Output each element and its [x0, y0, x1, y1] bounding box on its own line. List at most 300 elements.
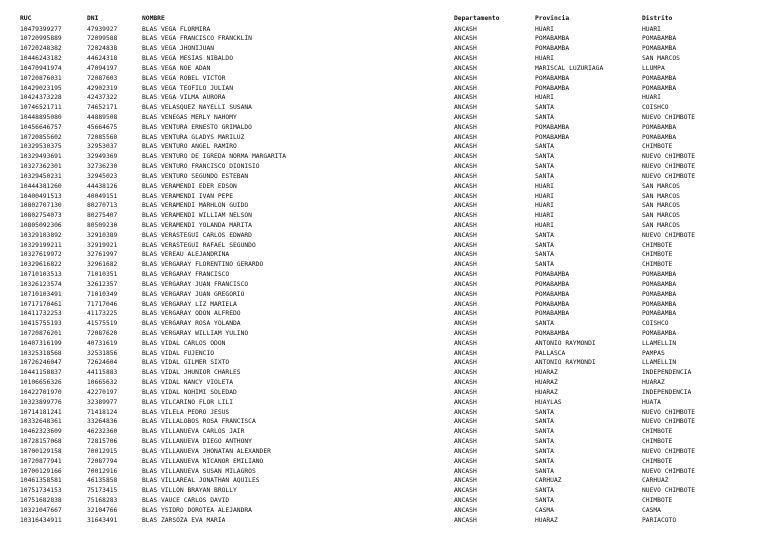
cell-provincia: SANTA: [535, 153, 554, 161]
cell-nombre: BLAS VERGARAY ODON ALFREDO: [142, 310, 241, 318]
cell-distrito: POMABAMBA: [642, 300, 677, 308]
cell-provincia: SANTA: [535, 261, 554, 269]
cell-nombre: BLAS VENTURO ANGEL RAMIRO: [142, 143, 237, 151]
cell-distrito: HUATA: [642, 398, 661, 406]
cell-nombre: BLAS VEREAU ALEJANDRINA: [142, 251, 230, 259]
cell-dni: 71010349: [87, 290, 118, 298]
cell-dni: 70012915: [87, 447, 118, 455]
header-departamento: Departamento: [454, 15, 500, 22]
cell-nombre: BLAS VEGA NOE ADAN: [142, 64, 211, 72]
cell-ruc: 10329199211: [20, 241, 62, 249]
cell-distrito: NUEVO CHIMBOTE: [642, 418, 696, 426]
table-row: [0, 192, 768, 202]
cell-dni: 32389977: [87, 398, 118, 406]
cell-distrito: NUEVO CHIMBOTE: [642, 487, 696, 495]
cell-departamento: ANCASH: [454, 487, 477, 495]
table-row: [0, 417, 768, 427]
table-row: [0, 476, 768, 486]
cell-distrito: NUEVO CHIMBOTE: [642, 153, 696, 161]
cell-nombre: BLAS VELASQUEZ NAYELLI SUSANA: [142, 104, 252, 112]
table-row: [0, 221, 768, 231]
cell-departamento: ANCASH: [454, 64, 477, 72]
cell-ruc: 10802707130: [20, 202, 62, 210]
cell-distrito: CASMA: [642, 506, 661, 514]
cell-departamento: ANCASH: [454, 339, 477, 347]
table-row: [0, 339, 768, 349]
cell-dni: 40731619: [87, 339, 118, 347]
cell-dni: 41575519: [87, 320, 118, 328]
cell-nombre: BLAS VENTURA GLADYS MARILUZ: [142, 133, 245, 141]
cell-dni: 44115883: [87, 369, 118, 377]
cell-dni: 72815706: [87, 438, 118, 446]
cell-nombre: BLAS VERGARAY JUAN GREGORIO: [142, 290, 245, 298]
cell-provincia: HUARAZ: [535, 369, 558, 377]
cell-provincia: MARISCAL LUZURIAGA: [535, 64, 604, 72]
cell-distrito: POMABAMBA: [642, 35, 677, 43]
table-row: [0, 457, 768, 467]
cell-dni: 32949369: [87, 153, 118, 161]
table-row: [0, 496, 768, 506]
cell-distrito: CHIMBOTE: [642, 428, 673, 436]
cell-distrito: NUEVO CHIMBOTE: [642, 231, 696, 239]
table-row: [0, 201, 768, 211]
cell-ruc: 10441158837: [20, 369, 62, 377]
table-row: [0, 447, 768, 457]
cell-ruc: 10329103892: [20, 231, 62, 239]
cell-nombre: BLAS VERGARAY LIZ MARIELA: [142, 300, 237, 308]
table-row: [0, 260, 768, 270]
cell-departamento: ANCASH: [454, 55, 477, 63]
cell-nombre: BLAS VERGARAY ROSA YOLANDA: [142, 320, 241, 328]
cell-dni: 72087603: [87, 74, 118, 82]
cell-distrito: POMABAMBA: [642, 290, 677, 298]
cell-ruc: 10700129158: [20, 447, 62, 455]
cell-distrito: NUEVO CHIMBOTE: [642, 467, 696, 475]
cell-distrito: SAN MARCOS: [642, 192, 680, 200]
cell-departamento: ANCASH: [454, 172, 477, 180]
cell-provincia: SANTA: [535, 408, 554, 416]
cell-ruc: 10325318568: [20, 349, 62, 357]
cell-ruc: 10329530375: [20, 143, 62, 151]
cell-provincia: POMABAMBA: [535, 123, 570, 131]
cell-ruc: 10411732253: [20, 310, 62, 318]
cell-provincia: POMABAMBA: [535, 35, 570, 43]
cell-ruc: 10316434911: [20, 516, 62, 524]
cell-departamento: ANCASH: [454, 271, 477, 279]
cell-distrito: PARIACOTO: [642, 516, 677, 524]
cell-departamento: ANCASH: [454, 300, 477, 308]
cell-ruc: 10329450231: [20, 172, 62, 180]
cell-provincia: SANTA: [535, 113, 554, 121]
cell-provincia: HUARAZ: [535, 388, 558, 396]
table-row: [0, 378, 768, 388]
cell-departamento: ANCASH: [454, 398, 477, 406]
cell-nombre: BLAS VIDAL GILMER SIXTO: [142, 359, 230, 367]
cell-ruc: 10700129166: [20, 467, 62, 475]
cell-nombre: BLAS VILLON BRAYAN BROLLY: [142, 487, 237, 495]
cell-provincia: SANTA: [535, 418, 554, 426]
cell-dni: 32945023: [87, 172, 118, 180]
cell-nombre: BLAS VENTURO FRANCISCO DIONISIO: [142, 163, 260, 171]
cell-distrito: NUEVO CHIMBOTE: [642, 163, 696, 171]
cell-provincia: SANTA: [535, 163, 554, 171]
table-row: [0, 152, 768, 162]
cell-nombre: BLAS VEGA FRANCISCO FRANCKLIN: [142, 35, 252, 43]
table-row: [0, 241, 768, 251]
cell-departamento: ANCASH: [454, 251, 477, 259]
cell-departamento: ANCASH: [454, 359, 477, 367]
cell-dni: 75173415: [87, 487, 118, 495]
cell-provincia: HUARI: [535, 202, 554, 210]
cell-ruc: 10710103513: [20, 271, 62, 279]
cell-provincia: SANTA: [535, 496, 554, 504]
cell-ruc: 10448895080: [20, 113, 62, 121]
cell-distrito: NUEVO CHIMBOTE: [642, 172, 696, 180]
table-row: [0, 319, 768, 329]
cell-departamento: ANCASH: [454, 320, 477, 328]
cell-departamento: ANCASH: [454, 212, 477, 220]
cell-provincia: HUARI: [535, 212, 554, 220]
header-nombre: NOMBRE: [142, 15, 165, 22]
cell-departamento: ANCASH: [454, 163, 477, 171]
header-dni: DNI: [87, 15, 99, 22]
cell-ruc: 10720876031: [20, 74, 62, 82]
cell-departamento: ANCASH: [454, 222, 477, 229]
cell-ruc: 10400491513: [20, 192, 62, 200]
cell-distrito: SAN MARCOS: [642, 55, 680, 63]
cell-nombre: BLAS VILLANUEVA SUSAN MILAGROS: [142, 467, 256, 475]
cell-provincia: SANTA: [535, 428, 554, 436]
cell-distrito: LLUMPA: [642, 64, 665, 72]
cell-nombre: BLAS VEGA MESIAS NIBALDO: [142, 55, 233, 63]
cell-departamento: ANCASH: [454, 84, 477, 92]
cell-dni: 32531856: [87, 349, 118, 357]
cell-dni: 72024838: [87, 45, 118, 53]
header-ruc: RUC: [20, 15, 32, 22]
cell-nombre: BLAS VERGARAY JUAN FRANCISCO: [142, 280, 249, 288]
cell-provincia: SANTA: [535, 172, 554, 180]
cell-provincia: POMABAMBA: [535, 84, 570, 92]
cell-provincia: SANTA: [535, 457, 554, 465]
cell-dni: 80509230: [87, 222, 118, 229]
cell-distrito: NUEVO CHIMBOTE: [642, 113, 696, 121]
cell-departamento: ANCASH: [454, 45, 477, 53]
cell-ruc: 10444381260: [20, 182, 62, 190]
cell-nombre: BLAS VEGA ROBEL VICTOR: [142, 74, 226, 82]
cell-provincia: HUARAZ: [535, 379, 558, 387]
cell-nombre: BLAS VENEGAS MERLY NAHOMY: [142, 113, 237, 121]
cell-nombre: BLAS VILLANUEVA CARLOS JAIR: [142, 428, 245, 436]
cell-provincia: HUARAZ: [535, 516, 558, 524]
cell-distrito: CHIMBOTE: [642, 241, 673, 249]
cell-nombre: BLAS VERASTEGUI RAFAEL SEGUNDO: [142, 241, 256, 249]
cell-nombre: BLAS VERGARAY FRANCISCO: [142, 271, 230, 279]
cell-nombre: BLAS VERASTEGUI CARLOS EDWARD: [142, 231, 252, 239]
cell-ruc: 10726246047: [20, 359, 62, 367]
cell-ruc: 10714181241: [20, 408, 62, 416]
cell-departamento: ANCASH: [454, 349, 477, 357]
table-row: [0, 133, 768, 143]
table-row: [0, 182, 768, 192]
cell-distrito: CHIMBOTE: [642, 457, 673, 465]
cell-ruc: 10751734153: [20, 487, 62, 495]
cell-departamento: ANCASH: [454, 133, 477, 141]
cell-provincia: ANTONIO RAYMONDI: [535, 359, 596, 367]
cell-distrito: CHIMBOTE: [642, 261, 673, 269]
cell-dni: 70012916: [87, 467, 118, 475]
cell-nombre: BLAS VENTURA ERNESTO GRIMALDO: [142, 123, 252, 131]
table-row: [0, 123, 768, 133]
cell-dni: 47939927: [87, 25, 118, 33]
cell-nombre: BLAS VIDAL FUJENCIO: [142, 349, 215, 357]
cell-ruc: 10321047667: [20, 506, 62, 514]
cell-ruc: 10462323609: [20, 428, 62, 436]
cell-dni: 72087620: [87, 330, 118, 338]
cell-departamento: ANCASH: [454, 182, 477, 190]
table-row: [0, 64, 768, 74]
cell-ruc: 10751682838: [20, 496, 62, 504]
cell-departamento: ANCASH: [454, 74, 477, 82]
table-row: [0, 84, 768, 94]
cell-distrito: POMABAMBA: [642, 330, 677, 338]
cell-ruc: 10479399277: [20, 25, 62, 33]
cell-provincia: SANTA: [535, 251, 554, 259]
cell-ruc: 10456646757: [20, 123, 62, 131]
cell-departamento: ANCASH: [454, 35, 477, 43]
cell-nombre: BLAS VILLAREAL JONATHAN AQUILES: [142, 477, 260, 485]
cell-distrito: POMABAMBA: [642, 133, 677, 141]
cell-dni: 80275407: [87, 212, 118, 220]
cell-distrito: POMABAMBA: [642, 271, 677, 279]
cell-provincia: HUAYLAS: [535, 398, 562, 406]
table-row: [0, 437, 768, 447]
cell-distrito: CHIMBOTE: [642, 251, 673, 259]
cell-dni: 45664675: [87, 123, 118, 131]
table-row: [0, 300, 768, 310]
cell-distrito: HUARAZ: [642, 379, 665, 387]
cell-nombre: BLAS VIDAL JHUNIOR CHARLES: [142, 369, 241, 377]
cell-departamento: ANCASH: [454, 123, 477, 131]
cell-ruc: 10429023195: [20, 84, 62, 92]
cell-provincia: HUARI: [535, 182, 554, 190]
cell-nombre: BLAS VERAMENDI MARHLON GUIDO: [142, 202, 249, 210]
cell-provincia: POMABAMBA: [535, 45, 570, 53]
cell-distrito: COISHCO: [642, 320, 669, 328]
cell-dni: 33264836: [87, 418, 118, 426]
cell-distrito: POMABAMBA: [642, 84, 677, 92]
cell-dni: 32736230: [87, 163, 118, 171]
cell-dni: 10665632: [87, 379, 118, 387]
cell-nombre: BLAS VERGARAY WILLIAM YULINO: [142, 330, 249, 338]
cell-dni: 44438126: [87, 182, 118, 190]
table-row: [0, 349, 768, 359]
cell-dni: 72085560: [87, 133, 118, 141]
table-row: [0, 93, 768, 103]
table-row: [0, 113, 768, 123]
cell-distrito: INDEPENDENCIA: [642, 369, 692, 377]
header-distrito: Distrito: [642, 15, 673, 22]
cell-departamento: ANCASH: [454, 113, 477, 121]
cell-departamento: ANCASH: [454, 261, 477, 269]
cell-nombre: BLAS VAUCE CARLOS DAVID: [142, 496, 230, 504]
cell-dni: 32104766: [87, 506, 118, 514]
cell-dni: 42270197: [87, 388, 118, 396]
table-row: [0, 309, 768, 319]
cell-departamento: ANCASH: [454, 290, 477, 298]
table-row: [0, 358, 768, 368]
cell-departamento: ANCASH: [454, 418, 477, 426]
table-row: [0, 368, 768, 378]
cell-distrito: NUEVO CHIMBOTE: [642, 408, 696, 416]
cell-departamento: ANCASH: [454, 408, 477, 416]
cell-dni: 71010351: [87, 271, 118, 279]
cell-nombre: BLAS VIDAL NANCY VIOLETA: [142, 379, 233, 387]
cell-ruc: 10746521711: [20, 104, 62, 112]
table-row: [0, 103, 768, 113]
cell-nombre: BLAS VENTURO DE IGREDA NORMA MARGARITA: [142, 153, 287, 161]
table-row: [0, 467, 768, 477]
cell-nombre: BLAS VEGA JHONIJUAN: [142, 45, 215, 53]
cell-provincia: SANTA: [535, 104, 554, 112]
cell-nombre: BLAS VERAMENDI IVAN PEPE: [142, 192, 233, 200]
table-row: [0, 329, 768, 339]
cell-nombre: BLAS VEGA FLORMIRA: [142, 25, 211, 33]
cell-departamento: ANCASH: [454, 310, 477, 318]
cell-provincia: SANTA: [535, 143, 554, 151]
cell-ruc: 10327619972: [20, 251, 62, 259]
table-row: [0, 211, 768, 221]
table-row: [0, 25, 768, 35]
cell-ruc: 10327362301: [20, 163, 62, 171]
cell-provincia: POMABAMBA: [535, 290, 570, 298]
cell-provincia: SANTA: [535, 438, 554, 446]
cell-departamento: ANCASH: [454, 202, 477, 210]
cell-departamento: ANCASH: [454, 192, 477, 200]
cell-dni: 46232360: [87, 428, 118, 436]
cell-provincia: ANTONIO RAYMONDI: [535, 339, 596, 347]
cell-distrito: POMABAMBA: [642, 74, 677, 82]
table-row: [0, 250, 768, 260]
cell-nombre: BLAS VIDAL CARLOS ODON: [142, 339, 226, 347]
cell-nombre: BLAS VILLALOBOS ROSA FRANCISCA: [142, 418, 256, 426]
cell-nombre: BLAS VEGA VILMA AURORA: [142, 94, 226, 102]
cell-dni: 72087794: [87, 457, 118, 465]
cell-distrito: PAMPAS: [642, 349, 665, 357]
cell-departamento: ANCASH: [454, 379, 477, 387]
cell-distrito: POMABAMBA: [642, 310, 677, 318]
cell-provincia: CASMA: [535, 506, 554, 514]
table-row: [0, 388, 768, 398]
cell-departamento: ANCASH: [454, 388, 477, 396]
cell-provincia: SANTA: [535, 320, 554, 328]
cell-ruc: 10720995889: [20, 35, 62, 43]
cell-provincia: HUARI: [535, 25, 554, 33]
cell-nombre: BLAS VERAMENDI WILLIAM NELSON: [142, 212, 252, 220]
cell-distrito: SAN MARCOS: [642, 222, 680, 229]
cell-departamento: ANCASH: [454, 447, 477, 455]
table-row: [0, 44, 768, 54]
cell-dni: 71717046: [87, 300, 118, 308]
table-row: [0, 506, 768, 516]
cell-departamento: ANCASH: [454, 438, 477, 446]
cell-dni: 44889508: [87, 113, 118, 121]
cell-provincia: POMABAMBA: [535, 271, 570, 279]
cell-departamento: ANCASH: [454, 477, 477, 485]
cell-departamento: ANCASH: [454, 231, 477, 239]
cell-departamento: ANCASH: [454, 143, 477, 151]
cell-nombre: BLAS VERGARAY FLORENTINO GERARDO: [142, 261, 264, 269]
cell-provincia: POMABAMBA: [535, 133, 570, 141]
cell-provincia: HUARI: [535, 94, 554, 102]
table-row: [0, 516, 768, 526]
cell-dni: 32612357: [87, 280, 118, 288]
cell-departamento: ANCASH: [454, 330, 477, 338]
table-row: [0, 486, 768, 496]
cell-nombre: BLAS VIDAL NOHIMI SOLEDAD: [142, 388, 237, 396]
table-row: [0, 427, 768, 437]
cell-departamento: ANCASH: [454, 94, 477, 102]
cell-nombre: BLAS VILCARINO FLOR LILI: [142, 398, 233, 406]
cell-distrito: LLAMELLIN: [642, 359, 677, 367]
cell-ruc: 10329493691: [20, 153, 62, 161]
cell-distrito: HUARI: [642, 25, 661, 33]
cell-departamento: ANCASH: [454, 516, 477, 524]
cell-ruc: 10717170461: [20, 300, 62, 308]
cell-ruc: 10710103491: [20, 290, 62, 298]
cell-provincia: CARHUAZ: [535, 477, 562, 485]
table-row: [0, 280, 768, 290]
cell-provincia: POMABAMBA: [535, 74, 570, 82]
cell-distrito: CHIMBOTE: [642, 438, 673, 446]
cell-departamento: ANCASH: [454, 104, 477, 112]
cell-departamento: ANCASH: [454, 153, 477, 161]
cell-dni: 32919921: [87, 241, 118, 249]
cell-nombre: BLAS VEGA TEOFILO JULIAN: [142, 84, 233, 92]
cell-dni: 72099588: [87, 35, 118, 43]
cell-distrito: HUARI: [642, 94, 661, 102]
cell-provincia: SANTA: [535, 487, 554, 495]
cell-provincia: HUARI: [535, 55, 554, 63]
cell-nombre: BLAS VILELA PEDRO JESUS: [142, 408, 230, 416]
cell-dni: 42437322: [87, 94, 118, 102]
header-provincia: Provincia: [535, 15, 570, 22]
cell-ruc: 10323899776: [20, 398, 62, 406]
cell-provincia: POMABAMBA: [535, 300, 570, 308]
table-row: [0, 54, 768, 64]
cell-provincia: SANTA: [535, 231, 554, 239]
cell-dni: 72624604: [87, 359, 118, 367]
cell-departamento: ANCASH: [454, 506, 477, 514]
header-row: [0, 14, 768, 24]
cell-dni: 44624318: [87, 55, 118, 63]
cell-provincia: POMABAMBA: [535, 280, 570, 288]
table-row: [0, 408, 768, 418]
cell-distrito: POMABAMBA: [642, 280, 677, 288]
cell-provincia: POMABAMBA: [535, 310, 570, 318]
cell-dni: 32761997: [87, 251, 118, 259]
cell-provincia: HUARI: [535, 192, 554, 200]
cell-distrito: LLAMELLIN: [642, 339, 677, 347]
cell-dni: 40049151: [87, 192, 118, 200]
cell-provincia: HUARI: [535, 222, 554, 229]
table-row: [0, 142, 768, 152]
cell-departamento: ANCASH: [454, 369, 477, 377]
cell-distrito: NUEVO CHIMBOTE: [642, 447, 696, 455]
cell-ruc: 10422701970: [20, 388, 62, 396]
cell-ruc: 10415755193: [20, 320, 62, 328]
cell-dni: 46135858: [87, 477, 118, 485]
cell-departamento: ANCASH: [454, 428, 477, 436]
